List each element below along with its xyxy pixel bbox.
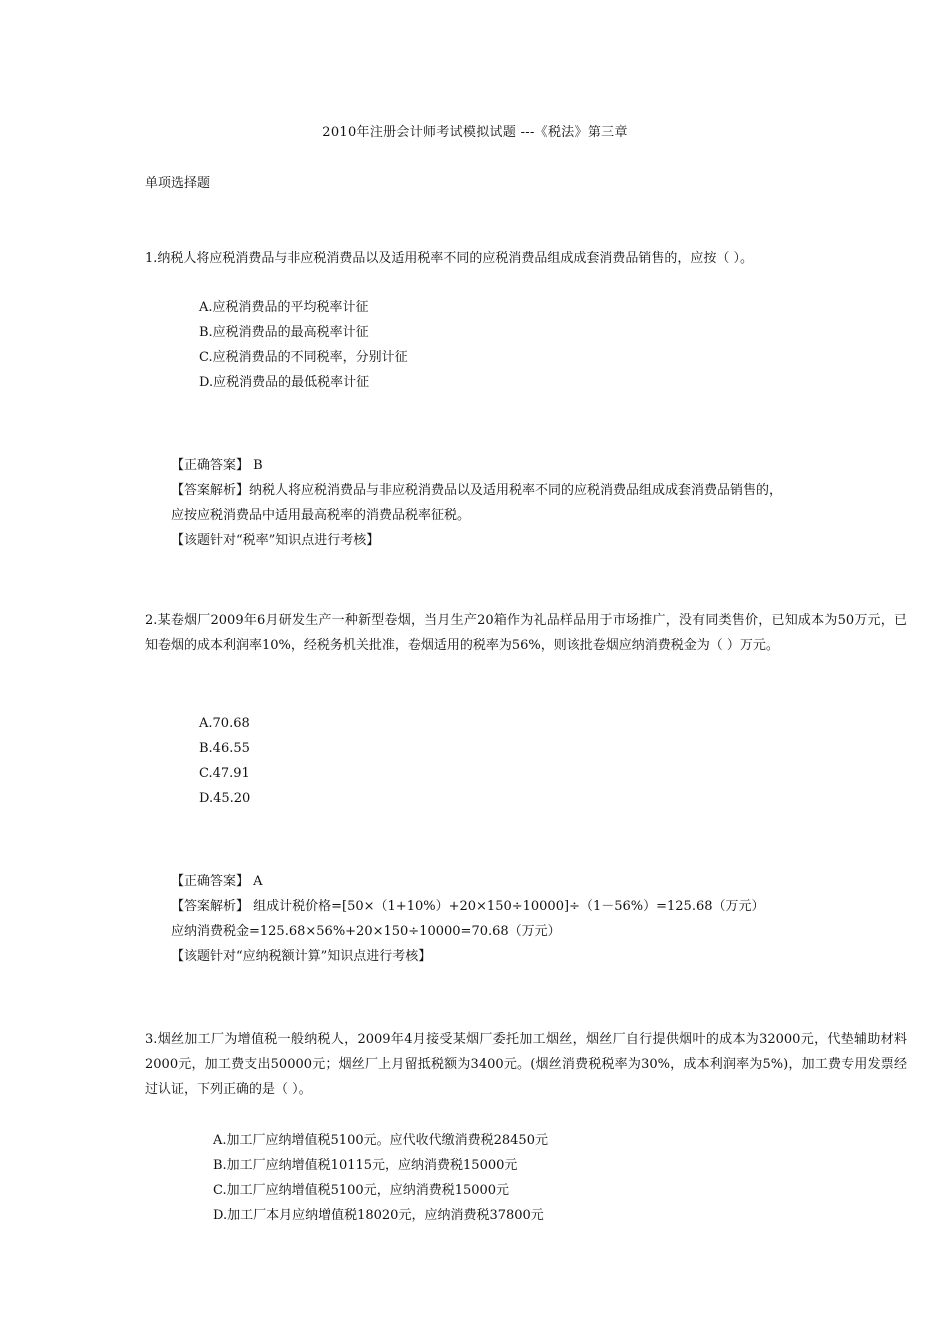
question-2-knowledge-point: 【该题针对“应纳税额计算”知识点进行考核】 [171,949,432,964]
document-title [0,121,950,140]
question-3-option-b: B.加工厂应纳增值税10115元，应纳消费税15000元 [213,1158,518,1173]
question-3-option-d: D.加工厂本月应纳增值税18020元，应纳消费税37800元 [213,1208,544,1223]
question-3-option-c: C.加工厂应纳增值税5100元，应纳消费税15000元 [213,1183,510,1198]
question-2-option-c: C.47.91 [199,766,250,781]
question-2-explanation-cont: 应纳消费税金=125.68×56%+20×150÷10000=70.68（万元） [171,924,561,939]
question-2-correct-answer: 【正确答案】 A [171,874,263,889]
question-1-correct-answer: 【正确答案】 B [171,458,263,473]
question-1-option-b: B.应税消费品的最高税率计征 [199,325,369,340]
question-1-explanation-cont: 应按应税消费品中适用最高税率的消费品税率征税。 [171,508,471,523]
question-2-stem: 2.某卷烟厂2009年6月研发生产一种新型卷烟，当月生产20箱作为礼品样品用于市场推广，没有同类售价，已知成本为50万元，已知卷烟的成本利润率10%，经税务机关批准，卷烟适用的税率为56%，则该批卷烟应纳消费税金为（ ）万元。 [145,613,907,653]
question-1-option-d: D.应税消费品的最低税率计征 [199,375,370,390]
question-3-stem: 3.烟丝加工厂为增值税一般纳税人，2009年4月接受某烟厂委托加工烟丝，烟丝厂自行提供烟叶的成本为32000元，代垫辅助材料2000元，加工费支出50000元；烟丝厂上月留抵税额为3400元。(烟丝消费税税率为30%，成本利润率为5%)，加工费专用发票经过认证，下列正确的是（ ）。 [145,1032,907,1097]
question-2-explanation: 【答案解析】 组成计税价格=[50×（1+10%）+20×150÷10000]÷（1－56%）=125.68（万元） [171,899,765,914]
question-2-option-d: D.45.20 [199,791,251,806]
section-heading: 单项选择题 [145,176,211,191]
question-3-option-a: A.加工厂应纳增值税5100元。应代收代缴消费税28450元 [213,1133,548,1148]
question-2-options [199,711,250,811]
question-1-option-a: A.应税消费品的平均税率计征 [199,300,369,315]
question-2-option-a: A.70.68 [199,716,250,731]
question-1-answer [171,453,871,553]
question-2-option-b: B.46.55 [199,741,250,756]
question-2-answer [171,869,871,969]
question-1-explanation: 【答案解析】纳税人将应税消费品与非应税消费品以及适用税率不同的应税消费品组成成套消费品销售的， [171,483,783,498]
document-title-text: 2010年注册会计师考试模拟试题 ---《税法》第三章 [322,125,628,140]
question-1-stem: 1.纳税人将应税消费品与非应税消费品以及适用税率不同的应税消费品组成成套消费品销售的，应按（ ）。 [145,251,754,266]
question-1-options [199,295,408,395]
question-3-options [213,1128,548,1228]
question-1-option-c: C.应税消费品的不同税率，分别计征 [199,350,408,365]
question-1-knowledge-point: 【该题针对“税率”知识点进行考核】 [171,533,380,548]
